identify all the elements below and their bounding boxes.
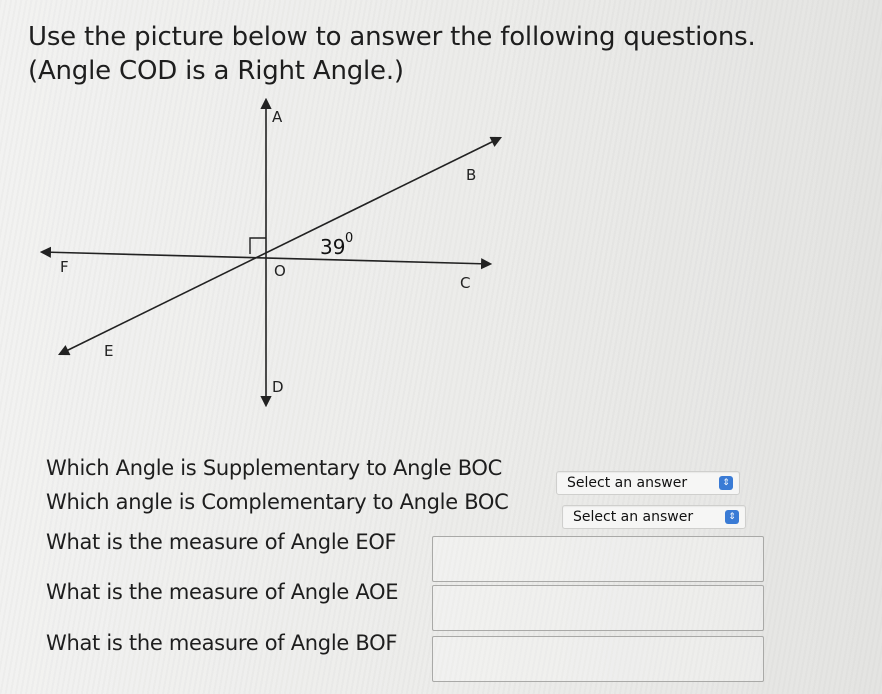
instructions-line-1: Use the picture below to answer the following questions. [28,22,756,52]
angle-measure-label: 39 [320,235,346,259]
label-C: C [460,274,471,292]
line-EB [60,138,500,354]
label-B: B [466,166,477,184]
label-E: E [104,342,114,360]
label-A: A [272,108,283,126]
question-5-text: What is the measure of Angle BOF [46,631,398,655]
right-angle-marker [250,238,266,254]
question-2-select[interactable] [562,505,746,529]
angle-AOE-input[interactable] [432,585,764,631]
updown-chevron-icon: ⇕ [719,476,733,490]
question-3-text: What is the measure of Angle EOF [46,530,397,554]
angle-BOF-input[interactable] [432,636,764,682]
angle-degree-mark: 0 [345,231,354,246]
question-1-select-value: Select an answer [567,475,688,491]
updown-chevron-icon: ⇕ [725,510,739,524]
label-D: D [272,378,284,396]
question-1-text: Which Angle is Supplementary to Angle BOC [46,456,503,480]
label-F: F [60,258,69,276]
question-4-text: What is the measure of Angle AOE [46,580,399,604]
question-2-select-value: Select an answer [573,509,694,525]
question-1-select[interactable] [556,471,740,495]
question-2-text: Which angle is Complementary to Angle BOC [46,490,509,514]
angle-EOF-input[interactable] [432,536,764,582]
label-O: O [274,262,286,280]
instructions-line-2: (Angle COD is a Right Angle.) [28,56,404,86]
